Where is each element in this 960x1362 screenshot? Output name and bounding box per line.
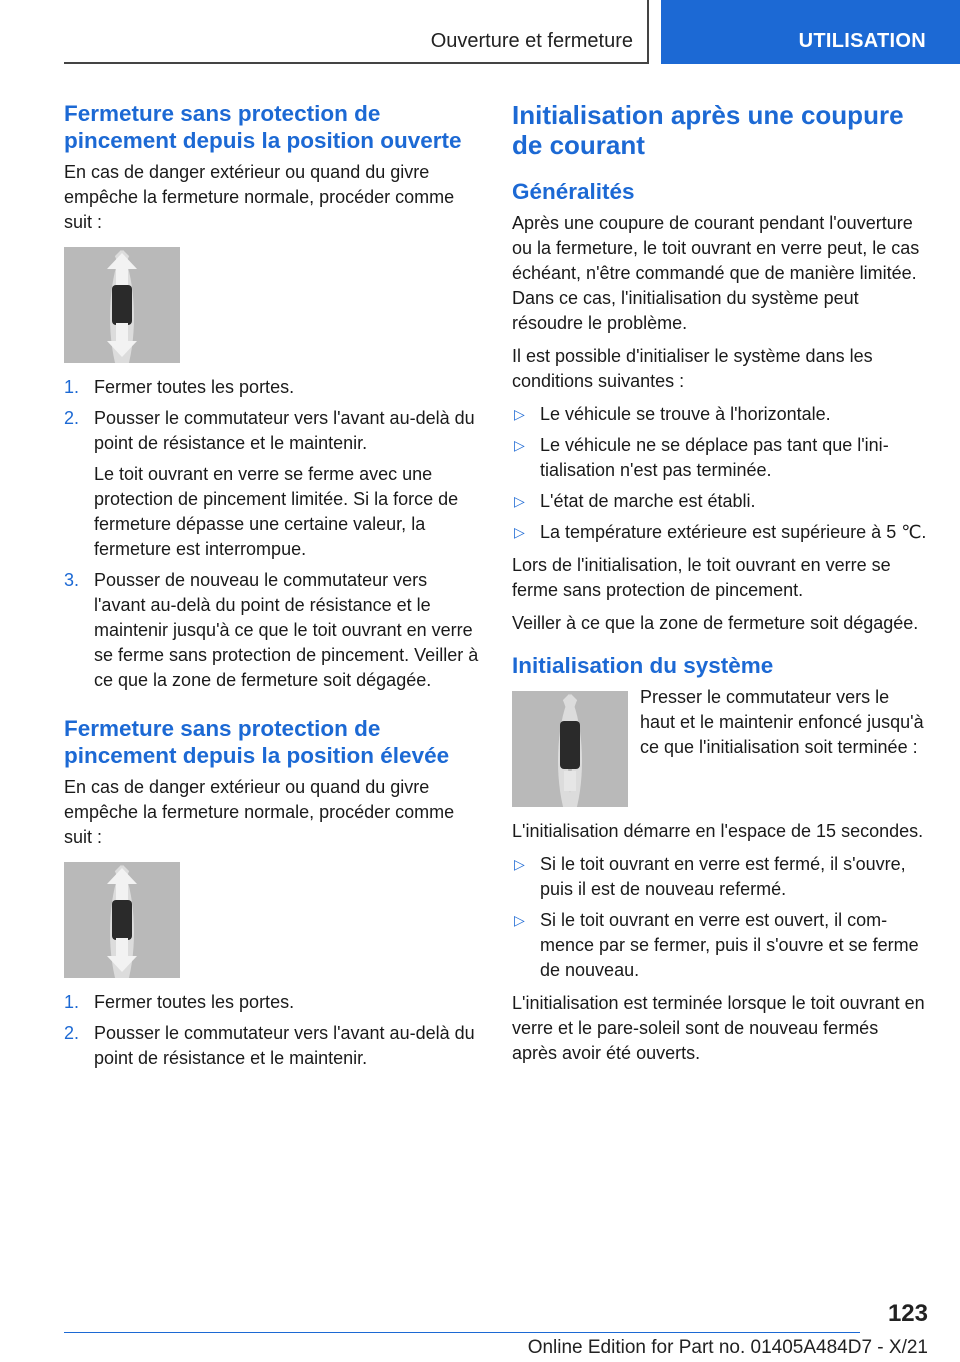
header-section-tab	[661, 0, 960, 64]
list-item	[64, 375, 480, 400]
step-number: 1.	[64, 992, 80, 1012]
outcomes-list	[512, 852, 928, 983]
list-item: ▷ Le véhicule ne se déplace pas tant que l'initialisation n'est pas terminée.	[514, 435, 889, 480]
triangle-bullet-icon: ▷	[514, 912, 525, 928]
footer-divider	[64, 1332, 860, 1333]
init-instruction-row	[512, 685, 928, 807]
list-item	[64, 1021, 480, 1071]
step-number: 3.	[64, 570, 80, 590]
step-text: Fermer toutes les portes.	[94, 377, 295, 397]
triangle-bullet-icon: ▷	[514, 856, 525, 872]
clear-zone-warning: Veiller à ce que la zone de fermeture soit dégagée.	[512, 613, 919, 633]
roof-switch-illustration	[512, 691, 628, 807]
triangle-bullet-icon: ▷	[514, 437, 525, 453]
switch-icon	[560, 721, 580, 769]
roof-switch-illustration	[64, 247, 180, 363]
list-item	[64, 406, 480, 562]
triangle-bullet-icon: ▷	[514, 493, 525, 509]
intro-close-from-raised: En cas de danger extérieur ou quand du givre empêche la fermeture normale, procéder comme suit :	[64, 777, 455, 847]
triangle-bullet-icon: ▷	[514, 524, 525, 540]
init-complete: L'initialisation est terminée lorsque le toit ouvrant en verre et le pare-soleil sont de nouveau fermés après avoir été ouverts.	[512, 993, 925, 1063]
step-number: 2.	[64, 1023, 80, 1043]
right-column	[512, 100, 928, 1074]
list-item: ▷ Si le toit ouvrant en verre est ouvert, il commence par se fermer, puis il s'ouvre et se ferme de nouveau.	[514, 910, 919, 980]
list-item: ▷ L'état de marche est établi.	[512, 489, 928, 514]
init-start-time: L'initialisation démarre en l'espace de 15 secondes.	[512, 821, 924, 841]
step-text: Fermer toutes les portes.	[94, 992, 295, 1012]
steps-close-from-raised	[64, 990, 480, 1071]
list-item: ▷ Le véhicule se trouve à l'horizontale.	[512, 402, 928, 427]
roof-switch-illustration	[64, 862, 180, 978]
list-item	[64, 990, 480, 1015]
steps-close-from-open	[64, 375, 480, 693]
heading-close-from-open: Fermeture sans protection de pincement depuis la position ouverte	[64, 101, 462, 153]
step-text: Pousser le commutateur vers l'avant au-delà du point de résistance et le maintenir.	[94, 408, 475, 453]
intro-close-from-open: En cas de danger extérieur ou quand du givre empêche la fermeture normale, procéder comme suit :	[64, 162, 455, 232]
init-behaviour: Lors de l'initialisation, le toit ouvrant en verre se ferme sans protection de pincement.	[512, 555, 891, 600]
step-note: Le toit ouvrant en verre se ferme avec une protection de pincement limitée. Si la force de fermeture dépasse une certaine valeur, la fermeture est interrompue.	[94, 464, 459, 559]
step-number: 2.	[64, 408, 80, 428]
conditions-list	[512, 402, 928, 545]
switch-icon	[112, 285, 132, 325]
triangle-bullet-icon: ▷	[514, 406, 525, 422]
page-number: 123	[887, 1300, 928, 1327]
heading-system-init: Initialisation du système	[512, 653, 774, 678]
general-paragraph: Après une coupure de courant pendant l'ouverture ou la fermeture, le toit ouvrant en verre peut, le cas échéant, n'être commandé que de manière limitée. Dans ce cas, l'initialisation du système peut résoudre le problème.	[512, 213, 920, 333]
chapter-title: Ouverture et fermeture	[430, 30, 633, 52]
heading-close-from-raised: Fermeture sans protection de pincement depuis la position élevée	[64, 716, 450, 768]
arrow-down-icon	[107, 341, 137, 357]
header-chapter-box	[64, 0, 649, 64]
heading-initialisation: Initialisation après une coupure de courant	[512, 100, 904, 160]
heading-general: Généralités	[512, 179, 635, 204]
list-item: ▷ Si le toit ouvrant en verre est fermé, il s'ouvre, puis il est de nouveau refermé.	[514, 854, 906, 899]
footer-edition: Online Edition for Part no. 01405A484D7 - X/21	[527, 1337, 928, 1358]
list-item: ▷ La température extérieure est supérieure à 5 ℃.	[512, 520, 928, 545]
step-text: Pousser le commutateur vers l'avant au-delà du point de résistance et le maintenir.	[94, 1023, 475, 1068]
init-instruction: Presser le commutateur vers le haut et le maintenir enfoncé jusqu'à ce que l'initialisation soit terminée :	[640, 687, 924, 757]
switch-icon	[112, 900, 132, 940]
step-number: 1.	[64, 377, 80, 397]
list-item	[64, 568, 480, 693]
conditions-intro: Il est possible d'initialiser le système dans les conditions suivantes :	[512, 346, 873, 391]
left-column	[64, 100, 480, 1083]
step-text: Pousser de nouveau le commutateur vers l'avant au-delà du point de résistance et le maintenir jusqu'à ce que le toit ouvrant en verre se ferme sans protection de pincement. Veiller à ce que la zone de fermeture soit dégagée.	[94, 570, 479, 690]
section-title: UTILISATION	[798, 30, 926, 52]
arrow-down-icon	[107, 956, 137, 972]
